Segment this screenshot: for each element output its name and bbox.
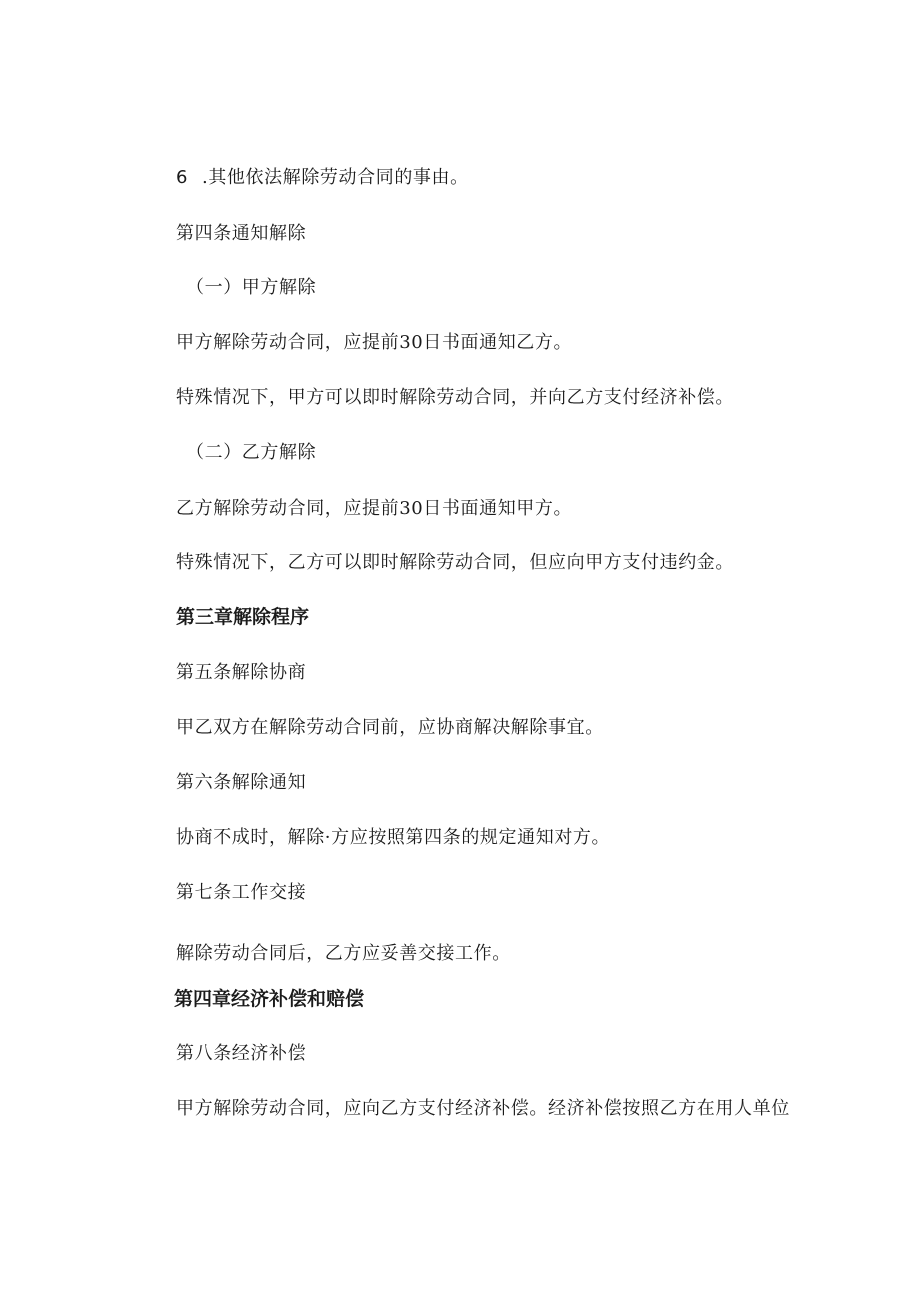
article-6-body: 协商不成时，解除·方应按照第四条的规定通知对方。 [176, 827, 611, 848]
chapter-3-heading: 第三章解除程序 [176, 606, 310, 628]
item-6-number: 6 [176, 167, 189, 188]
article-8-body: 甲方解除劳动合同，应向乙方支付经济补偿。经济补偿按照乙方在用人单位 [176, 1098, 790, 1119]
article-7-body: 解除劳动合同后，乙方应妥善交接工作。 [176, 943, 511, 964]
article-5-body: 甲乙双方在解除劳动合同前，应协商解决解除事宜。 [176, 717, 604, 738]
party-b-paragraph-2: 特殊情况下，乙方可以即时解除劳动合同，但应向甲方支付违约金。 [176, 552, 734, 573]
item-6-text: .其他依法解除劳动合同的事由。 [202, 167, 469, 188]
party-a-subheading: （一）甲方解除 [186, 277, 317, 298]
chapter-4-heading: 第四章经济补偿和赔偿 [174, 988, 365, 1010]
article-8-title: 第八条经济补偿 [176, 1043, 307, 1064]
party-a-paragraph-1: 甲方解除劳动合同，应提前30日书面通知乙方。 [176, 332, 573, 353]
item-6 [176, 166, 469, 190]
article-5-title: 第五条解除协商 [176, 662, 307, 683]
article-4-title: 第四条通知解除 [176, 223, 307, 244]
party-b-paragraph-1: 乙方解除劳动合同，应提前30日书面通知甲方。 [176, 498, 573, 519]
party-a-paragraph-2: 特殊情况下，甲方可以即时解除劳动合同，并向乙方支付经济补偿。 [176, 387, 734, 408]
article-6-title: 第六条解除通知 [176, 772, 307, 793]
party-b-subheading: （二）乙方解除 [186, 442, 317, 463]
article-7-title: 第七条工作交接 [176, 882, 307, 903]
